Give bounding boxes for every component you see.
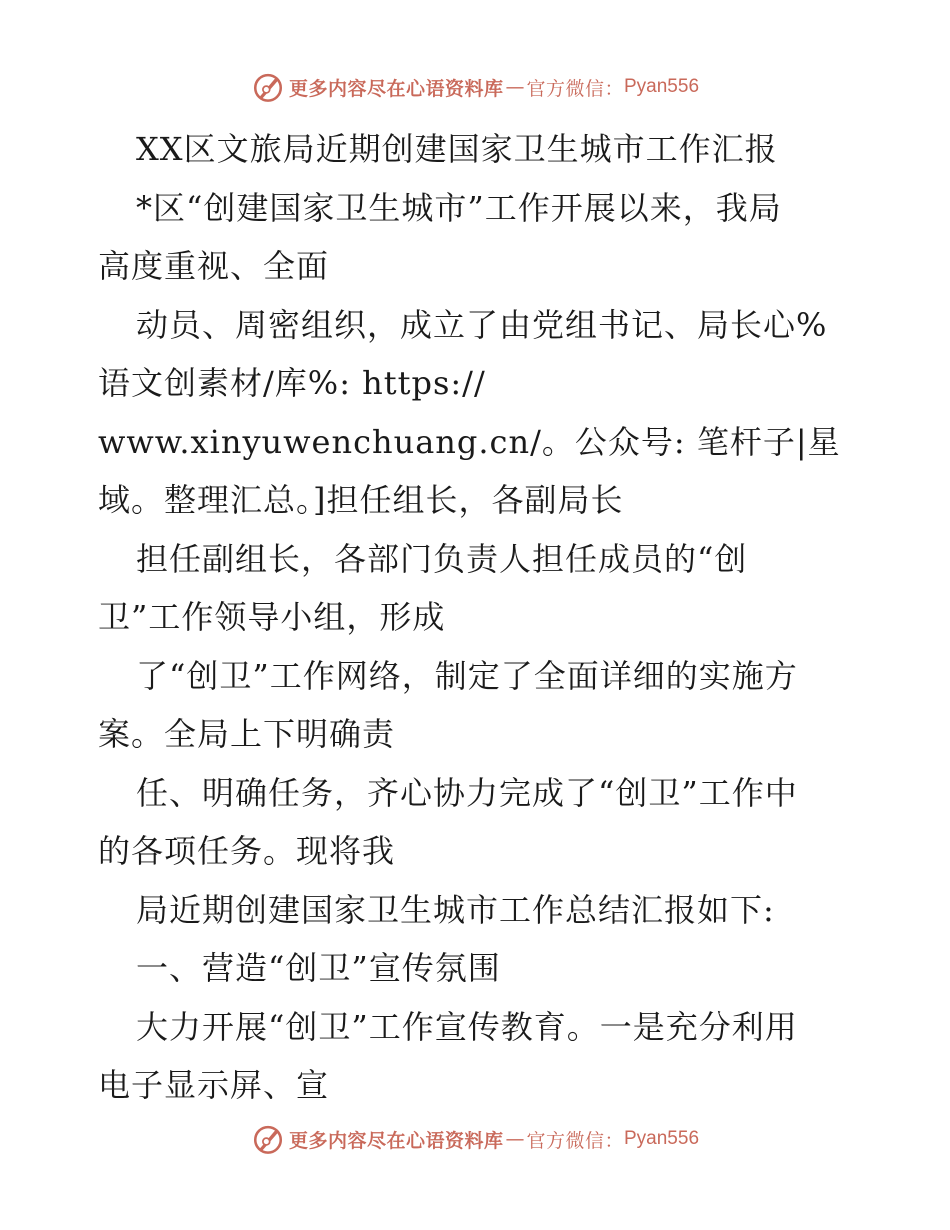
quill-logo-icon [251,70,285,104]
watermark-text: 更多内容尽在心语资料库 [288,77,504,100]
text-line: 案。全局上下明确责 [98,715,396,753]
watermark-official: 官方微信： [526,1129,624,1152]
text-line: 域。整理汇总。]担任组长，各副局长 [98,481,624,519]
text-line: 语文创素材/库%: https:// [98,364,486,402]
text-line: 动员、周密组织，成立了由党组书记、局长心% [136,305,828,344]
text-line: 的各项任务。现将我 [98,832,396,870]
watermark-wechat-id: Pyan556 [624,76,700,97]
text-line: 了“创卫”工作网络，制定了全面详细的实施方 [136,656,798,695]
watermark-official: 官方微信： [526,77,624,100]
watermark-text: 更多内容尽在心语资料库 [288,1129,504,1152]
footer-watermark [0,1122,950,1156]
document-title: XX区文旅局近期创建国家卫生城市工作汇报 [136,130,778,168]
text-line: 电子显示屏、宣 [98,1066,330,1104]
text-line: 卫”工作领导小组，形成 [98,598,446,636]
text-line: 高度重视、全面 [98,247,330,285]
text-line: 局近期创建国家卫生城市工作总结汇报如下: [136,890,775,929]
watermark-wechat-id: Pyan556 [624,1128,700,1149]
text-line: www.xinyuwenchuang.cn/。公众号: 笔杆子|星 [98,422,841,461]
text-line: 大力开展“创卫”工作宣传教育。一是充分利用 [136,1007,798,1046]
text-line: *区“创建国家卫生城市”工作开展以来，我局 [136,188,782,227]
text-line: 担任副组长，各部门负责人担任成员的“创 [136,539,748,578]
header-watermark [0,70,950,104]
document-body [98,120,858,1115]
quill-logo-icon [251,1122,285,1156]
section-heading: 一、营造“创卫”宣传氛围 [136,949,501,987]
watermark-dash: — [505,1128,525,1150]
text-line: 任、明确任务，齐心协力完成了“创卫”工作中 [136,773,798,812]
watermark-dash: — [505,76,525,98]
